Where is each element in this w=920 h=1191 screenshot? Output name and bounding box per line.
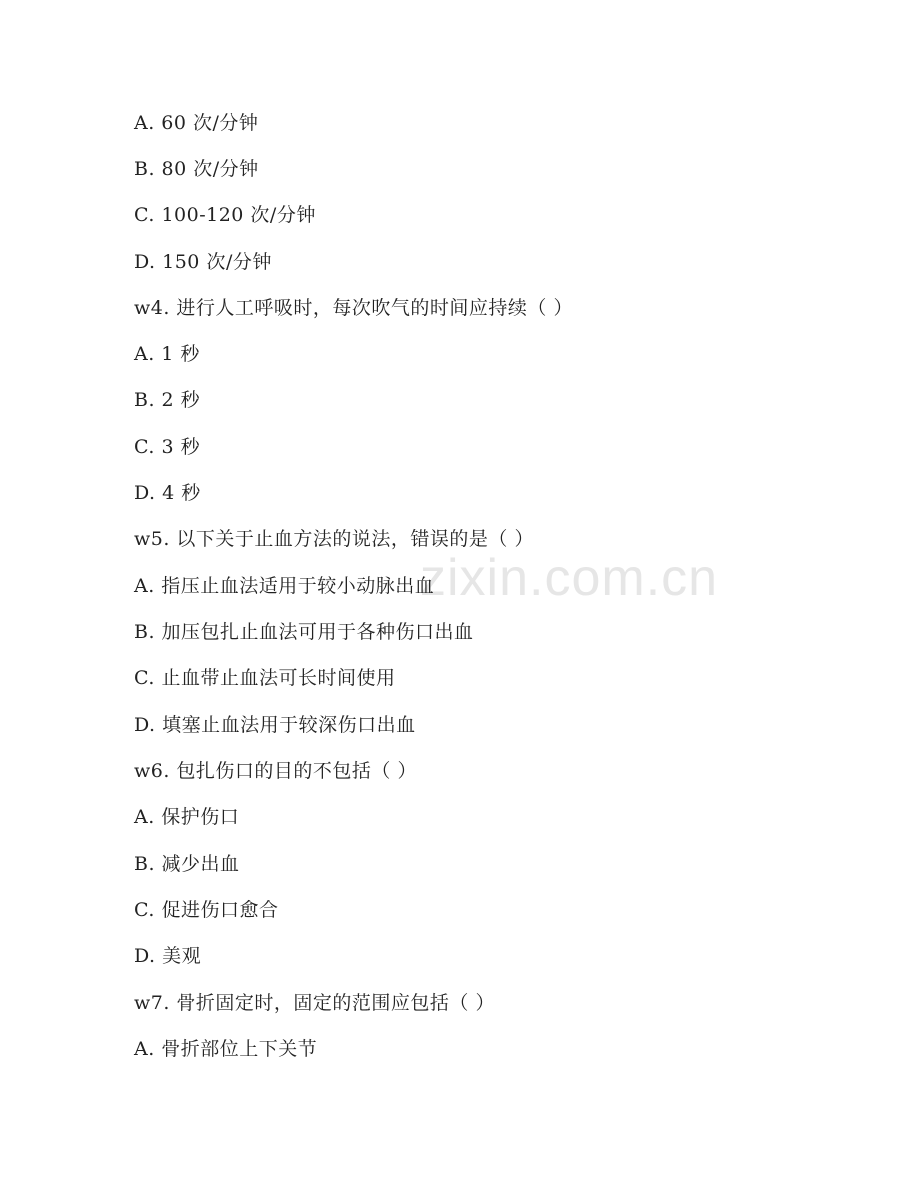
option-w5-c: C. 止血带止血法可长时间使用 (134, 667, 396, 689)
question-w7: w7. 骨折固定时，固定的范围应包括（ ） (134, 992, 495, 1014)
option-q3-c: C. 100-120 次/分钟 (134, 204, 316, 226)
option-w4-b: B. 2 秒 (134, 389, 201, 411)
option-w4-c: C. 3 秒 (134, 436, 201, 458)
option-w5-a: A. 指压止血法适用于较小动脉出血 (134, 575, 435, 597)
option-w4-d: D. 4 秒 (134, 482, 201, 504)
option-q3-d: D. 150 次/分钟 (134, 251, 272, 273)
option-q3-b: B. 80 次/分钟 (134, 158, 259, 180)
question-w6: w6. 包扎伤口的目的不包括（ ） (134, 760, 417, 782)
question-w5: w5. 以下关于止血方法的说法，错误的是（ ） (134, 528, 534, 550)
option-w4-a: A. 1 秒 (134, 343, 200, 365)
question-w4: w4. 进行人工呼吸时，每次吹气的时间应持续（ ） (134, 297, 573, 319)
option-w6-a: A. 保护伤口 (134, 806, 240, 828)
option-w6-c: C. 促进伤口愈合 (134, 899, 279, 921)
option-w7-a: A. 骨折部位上下关节 (134, 1038, 318, 1060)
option-q3-a: A. 60 次/分钟 (134, 112, 259, 134)
watermark: zixin.com.cn (420, 549, 719, 607)
option-w6-d: D. 美观 (134, 945, 202, 967)
option-w5-d: D. 填塞止血法用于较深伤口出血 (134, 714, 416, 736)
option-w5-b: B. 加压包扎止血法可用于各种伤口出血 (134, 621, 474, 643)
option-w6-b: B. 减少出血 (134, 853, 240, 875)
